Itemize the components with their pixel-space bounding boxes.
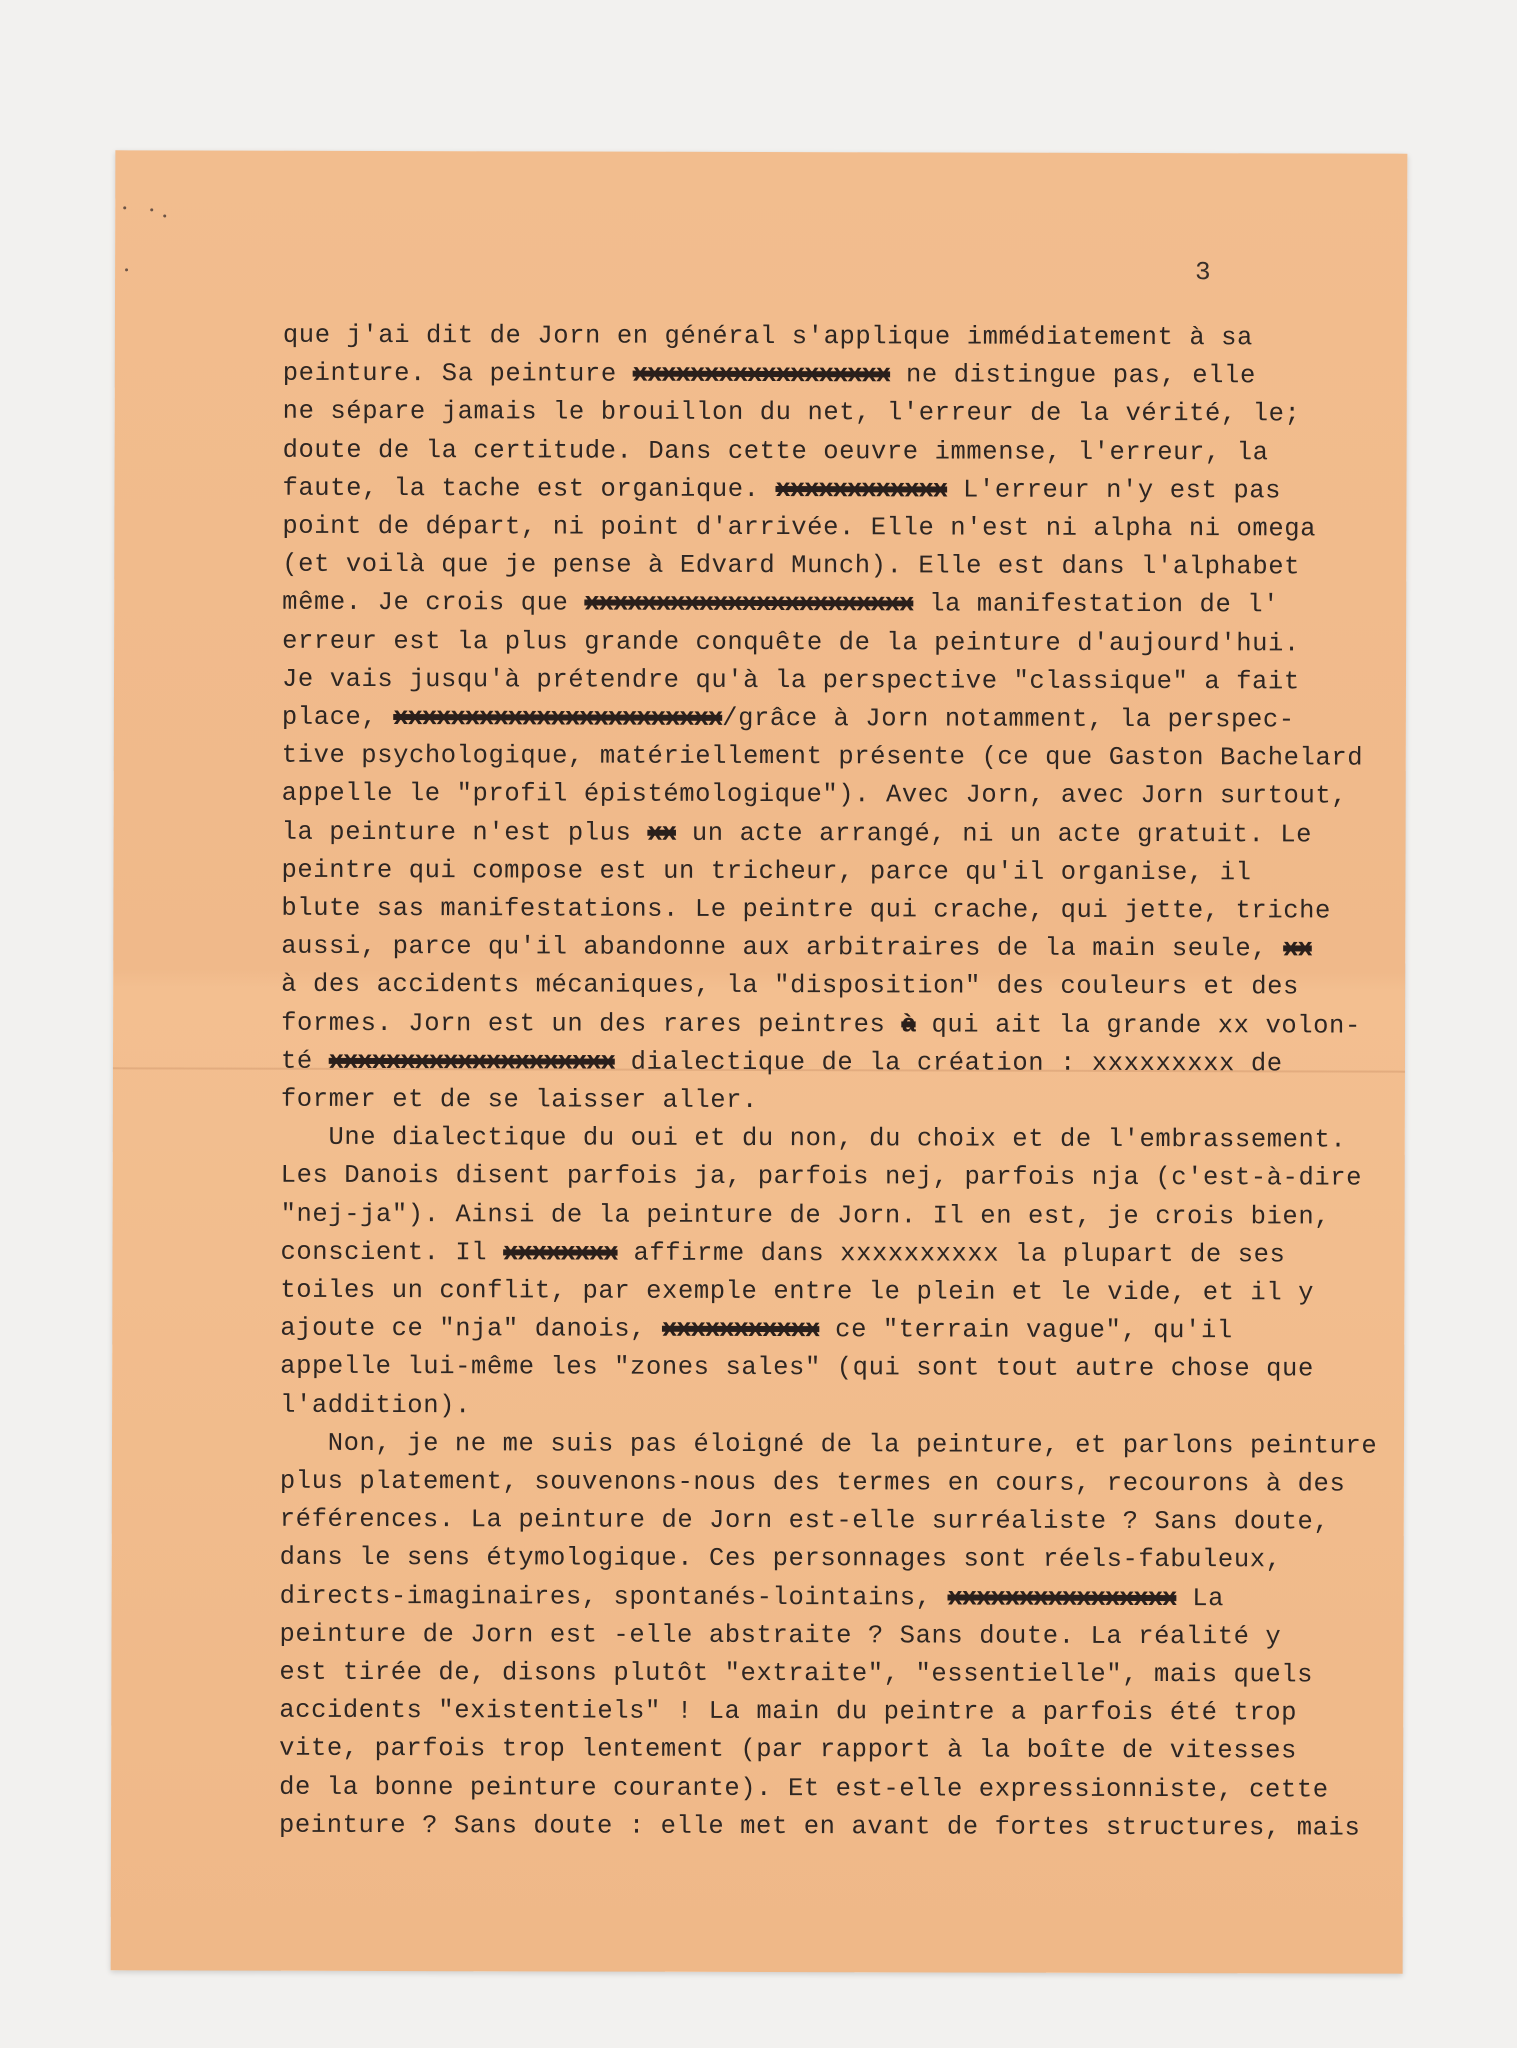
text-line — [280, 1425, 1377, 1466]
line-text: la peinture n'est plus — [281, 817, 648, 848]
text-line — [280, 1501, 1330, 1542]
line-text: tive psychologique, matériellement présente (ce que Gaston Bachelard — [281, 740, 1364, 773]
struck-out-text: à — [901, 1009, 916, 1040]
text-line — [280, 1310, 1233, 1350]
text-line — [283, 317, 1253, 358]
line-text: plus platement, souvenons-nous des termes en cours, recourons à des — [279, 1466, 1346, 1499]
text-line — [282, 470, 1281, 511]
line-text: un acte arrangé, ni un acte gratuit. Le — [675, 818, 1313, 850]
text-line — [281, 1157, 1362, 1198]
line-text: que j'ai dit de Jorn en général s'applique immédiatement à sa — [282, 320, 1253, 353]
line-text: références. La peinture de Jorn est-elle surréaliste ? Sans doute, — [279, 1504, 1330, 1537]
ink-speck — [163, 214, 166, 217]
line-text: point de départ, ni point d'arrivée. Elle n'est ni alpha ni omega — [282, 511, 1317, 544]
text-line — [281, 1043, 1283, 1084]
text-line — [279, 1730, 1297, 1771]
line-text: dialectique de la création : xxxxxxxxx de — [614, 1047, 1283, 1079]
text-line — [279, 1616, 1281, 1657]
text-line — [282, 584, 1279, 625]
text-line — [282, 508, 1316, 549]
text-line — [283, 355, 1256, 396]
line-text: (et voilà que je pense à Edvard Munch). Elle est dans l'alphabet — [282, 549, 1301, 582]
text-line — [280, 1234, 1285, 1275]
struck-out-text: xxxxxxxxxxxxxxxxxxxxxxx — [393, 703, 723, 733]
line-text: peintre qui compose est un tricheur, parce qu'il organise, il — [281, 855, 1252, 888]
struck-out-text: xxxxxxxxxxxxxxxxxxxx — [328, 1046, 615, 1077]
text-line — [282, 813, 1313, 854]
line-text: erreur est la plus grande conquête de la peinture d'aujourd'hui. — [282, 626, 1300, 659]
line-text: de la bonne peinture courante). Et est-elle expressionniste, cette — [279, 1772, 1329, 1805]
text-line — [280, 1348, 1314, 1389]
text-line — [279, 1768, 1329, 1809]
ink-speck — [125, 268, 128, 271]
line-text: appelle le "profil épistémologique"). Avec Jorn, avec Jorn surtout, — [281, 779, 1348, 811]
line-text: conscient. Il — [280, 1237, 504, 1268]
struck-out-text: xxxxxxxxxxxxxxxxxxxxxxx — [584, 588, 914, 619]
line-text: à des accidents mécaniques, la "disposition" des couleurs et des — [281, 970, 1300, 1002]
line-text: doute de la certitude. Dans cette oeuvre immense, l'erreur, la — [282, 435, 1269, 467]
typewritten-page — [111, 150, 1408, 1973]
struck-out-text: xx — [647, 818, 677, 848]
line-text: ajoute ce "nja" danois, — [280, 1313, 663, 1344]
line-text: dans le sens étymologique. Ces personnages sont réels-fabuleux, — [279, 1543, 1282, 1575]
text-line — [282, 661, 1300, 702]
line-text: "nej-ja"). Ainsi de la peinture de Jorn. Il en est, je crois bien, — [280, 1199, 1331, 1232]
text-line — [282, 699, 1295, 740]
line-text: peinture ? Sans doute : elle met en avant de fortes structures, mais — [278, 1810, 1361, 1843]
struck-out-text: xxxxxxxxxxxx — [775, 474, 948, 505]
line-text: La — [1176, 1583, 1225, 1613]
line-text: faute, la tache est organique. — [282, 473, 776, 504]
text-line — [279, 1654, 1313, 1695]
line-text: même. Je crois que — [282, 588, 585, 618]
text-line — [280, 1577, 1225, 1617]
ink-speck — [123, 206, 126, 209]
text-line — [281, 928, 1312, 969]
text-line — [282, 622, 1300, 663]
text-line — [280, 1463, 1346, 1504]
line-text: blute sas manifestations. Le peintre qui crache, qui jette, triche — [281, 893, 1332, 926]
text-line — [281, 966, 1299, 1007]
text-line — [280, 1539, 1282, 1580]
text-line — [282, 546, 1300, 587]
line-text: formes. Jorn est un des rares peintres — [281, 1008, 902, 1039]
line-text: ce "terrain vague", qu'il — [819, 1315, 1233, 1346]
body-text — [278, 317, 1383, 1843]
struck-out-text: xx — [1283, 934, 1312, 964]
text-line — [281, 1195, 1331, 1236]
line-text: place, — [281, 702, 394, 733]
line-text: Je vais jusqu'à prétendre qu'à la perspective "classique" a fait — [281, 664, 1300, 697]
line-text: affirme dans xxxxxxxxxx la plupart de ses — [617, 1238, 1286, 1270]
text-line — [280, 1272, 1314, 1313]
line-text: ne sépare jamais le brouillon du net, l'erreur de la vérité, le; — [282, 397, 1301, 429]
struck-out-text: xxxxxxxxxxxxxxxxxx — [632, 359, 891, 390]
line-text: toiles un conflit, par exemple entre le plein et le vide, et il y — [280, 1275, 1315, 1308]
line-text: Une dialectique du oui et du non, du choix et de l'embrassement. — [280, 1122, 1347, 1155]
line-text: Non, je ne me suis pas éloigné de la peinture, et parlons peinture — [279, 1428, 1378, 1461]
line-text: la manifestation de l' — [913, 589, 1280, 620]
line-text: accidents "existentiels" ! La main du peintre a parfois été trop — [279, 1695, 1298, 1728]
line-text: /grâce à Jorn notamment, la perspec- — [722, 703, 1295, 735]
text-line — [282, 737, 1363, 778]
line-text: peinture. Sa peinture — [282, 358, 633, 389]
text-line — [281, 1081, 758, 1120]
line-text: peinture de Jorn est -elle abstraite ? Sans doute. La réalité y — [279, 1619, 1282, 1652]
struck-out-text: xxxxxxxxxxxxxxxx — [947, 1583, 1177, 1613]
text-line — [281, 1119, 1347, 1160]
text-line — [281, 852, 1251, 893]
page-number: 3 — [1195, 257, 1211, 288]
line-text: l'addition). — [280, 1390, 471, 1420]
line-text: qui ait la grande xx volon- — [915, 1010, 1361, 1041]
ink-speck — [150, 208, 153, 211]
line-text: vite, parfois trop lentement (par rapport à la boîte de vitesses — [279, 1734, 1298, 1766]
line-text: L'erreur n'y est pas — [947, 475, 1282, 506]
text-line — [279, 1692, 1297, 1733]
text-line — [281, 890, 1331, 931]
line-text: appelle lui-même les "zones sales" (qui sont tout autre chose que — [280, 1352, 1314, 1384]
line-text: aussi, parce qu'il abandonne aux arbitraires de la main seule, — [281, 931, 1284, 964]
line-text: est tirée de, disons plutôt "extraite", "essentielle", mais quels — [279, 1657, 1314, 1690]
line-text: té — [280, 1046, 329, 1076]
line-text: ne distingue pas, elle — [890, 360, 1256, 391]
text-line — [282, 775, 1348, 816]
line-text: directs-imaginaires, spontanés-lointains, — [279, 1581, 948, 1613]
text-line — [279, 1807, 1360, 1848]
struck-out-text: xxxxxxxxxxx — [661, 1314, 820, 1345]
line-text: Les Danois disent parfois ja, parfois nej, parfois nja (c'est-à-dire — [280, 1161, 1363, 1193]
text-line — [283, 393, 1301, 434]
struck-out-text: xxxxxxxx — [503, 1238, 618, 1268]
text-line — [283, 431, 1269, 472]
text-line — [281, 1004, 1361, 1045]
text-line — [280, 1386, 471, 1424]
line-text: former et de se laisser aller. — [280, 1084, 759, 1115]
